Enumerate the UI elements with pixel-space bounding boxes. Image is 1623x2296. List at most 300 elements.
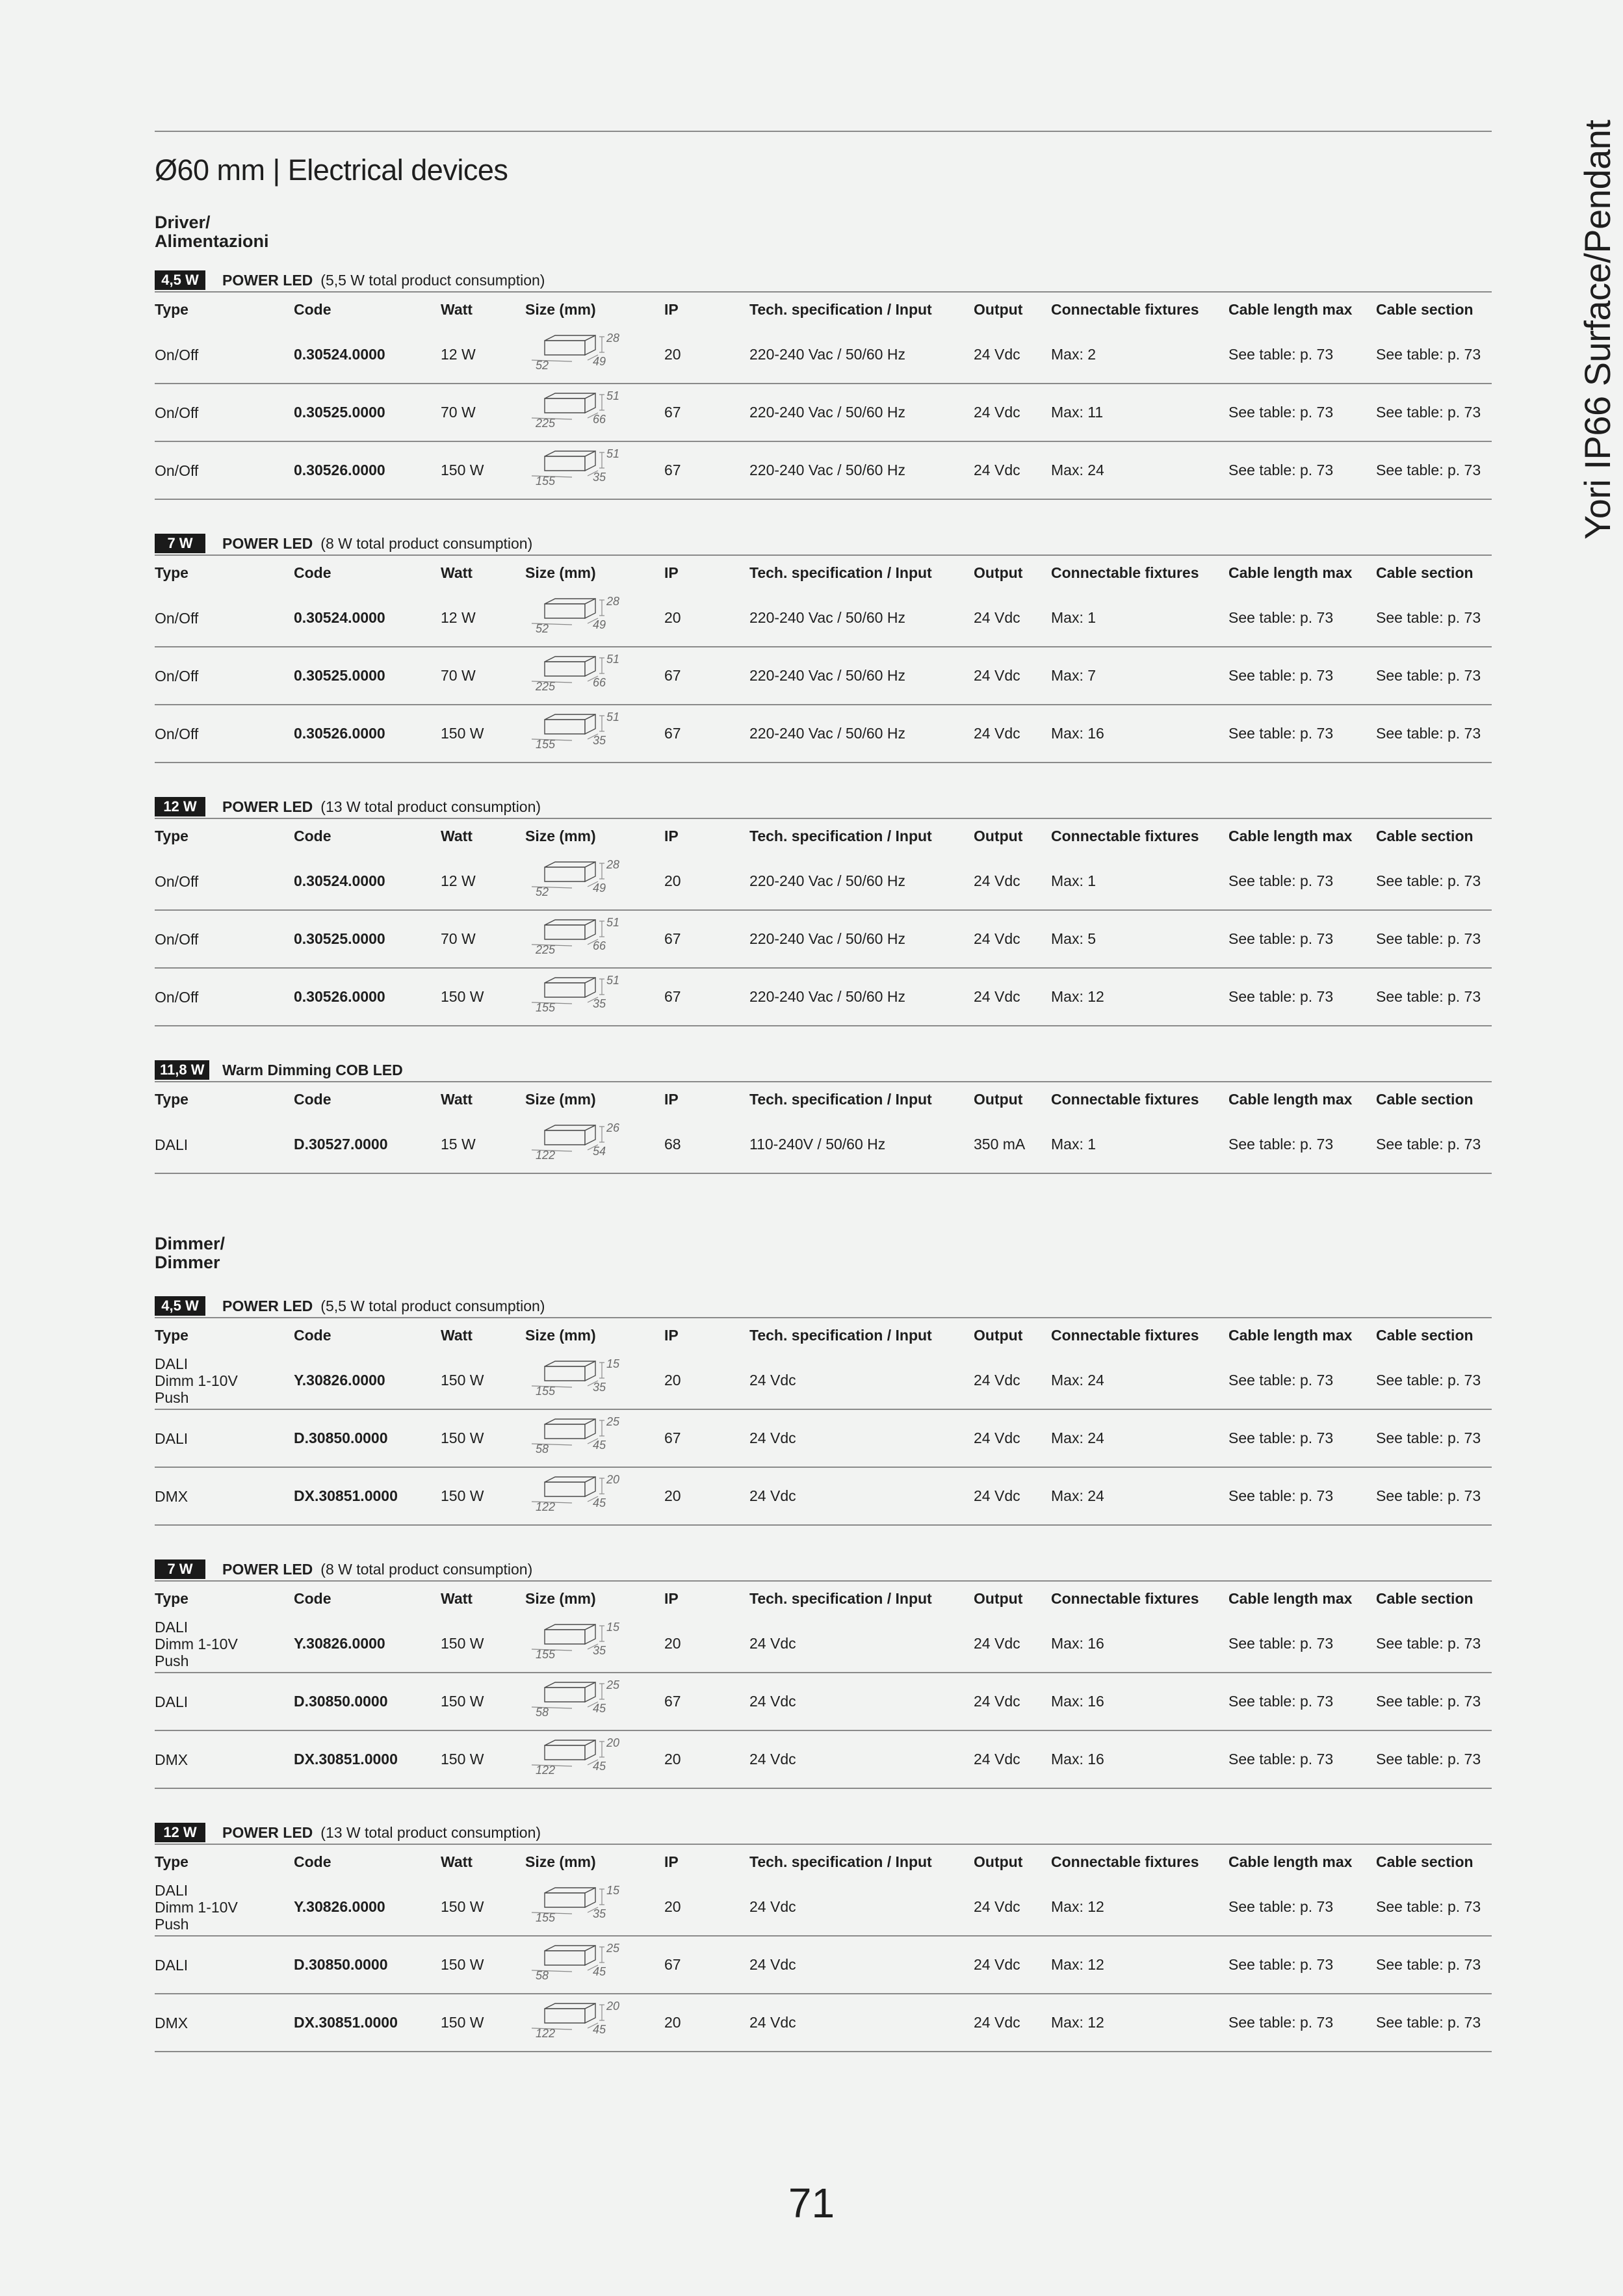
- size-length-label: 122: [536, 1500, 556, 1513]
- product-table: [155, 1821, 1492, 2052]
- size-length-label: 155: [536, 1001, 556, 1014]
- table-row: [155, 442, 1492, 500]
- cell-ip: 67: [664, 725, 681, 742]
- cell-size: [525, 705, 636, 762]
- cell-fixtures: Max: 24: [1051, 1429, 1104, 1446]
- size-height-label: 51: [606, 389, 620, 402]
- cell-size: [525, 853, 636, 909]
- column-header-type: Type: [155, 301, 188, 318]
- column-header-cable-section: Cable section: [1376, 301, 1474, 318]
- cell-code: 0.30526.0000: [294, 725, 385, 742]
- cell-code: DX.30851.0000: [294, 2014, 398, 2031]
- column-header-type: Type: [155, 1091, 188, 1108]
- power-badge: 7 W: [155, 534, 205, 553]
- section-heading-line1: Driver/: [155, 213, 211, 232]
- column-header-row: [155, 293, 1492, 326]
- size-height-label: 51: [606, 447, 620, 460]
- column-header-size: Size (mm): [525, 1091, 596, 1108]
- column-header-code: Code: [294, 1853, 331, 1870]
- cell-code: 0.30525.0000: [294, 930, 385, 947]
- cell-type: [155, 1731, 188, 1788]
- size-height-label: 15: [606, 1884, 620, 1897]
- table-row: [155, 853, 1492, 911]
- cell-type: [155, 911, 198, 967]
- cell-code: Y.30826.0000: [294, 1635, 385, 1652]
- product-type: POWER LED: [222, 272, 313, 289]
- column-header-watt: Watt: [441, 1327, 473, 1344]
- cell-fixtures: Max: 1: [1051, 872, 1097, 889]
- cell-tech: 110-240V / 50/60 Hz: [749, 1136, 886, 1153]
- cell-tech: 220-240 Vac / 50/60 Hz: [749, 725, 905, 742]
- cell-watt: 150 W: [441, 725, 484, 742]
- size-height-label: 15: [606, 1357, 620, 1370]
- cell-ip: 20: [664, 1635, 681, 1652]
- type-line: On/Off: [155, 725, 199, 742]
- cell-tech: 24 Vdc: [749, 1487, 796, 1504]
- cell-output: 24 Vdc: [974, 988, 1020, 1005]
- size-box-diagram: [525, 326, 636, 372]
- size-height-label: 28: [606, 858, 620, 871]
- column-header-output: Output: [974, 1853, 1023, 1870]
- cell-code: 0.30526.0000: [294, 988, 385, 1005]
- size-width-label: 49: [593, 881, 606, 894]
- cell-ip: 67: [664, 930, 681, 947]
- side-title: Yori IP66 Surface/Pendant: [1577, 120, 1618, 540]
- type-line: DALI: [155, 1355, 188, 1372]
- cell-ip: 20: [664, 1751, 681, 1768]
- column-header-type: Type: [155, 828, 188, 844]
- cell-output: 24 Vdc: [974, 1898, 1020, 1915]
- size-box-diagram: [525, 1673, 636, 1719]
- type-line: On/Off: [155, 462, 199, 479]
- top-rule: [155, 131, 1492, 132]
- cell-tech: 24 Vdc: [749, 1429, 796, 1446]
- cell-tech: 220-240 Vac / 50/60 Hz: [749, 404, 905, 421]
- type-line: Dimm 1-10V: [155, 1372, 238, 1389]
- column-header-size: Size (mm): [525, 1327, 596, 1344]
- cell-cable-section: See table: p. 73: [1376, 1693, 1481, 1710]
- table-row: [155, 1352, 1492, 1410]
- size-length-label: 155: [536, 738, 556, 751]
- column-header-cable-section: Cable section: [1376, 1327, 1474, 1344]
- product-name: [222, 796, 541, 818]
- cell-cable-length: See table: p. 73: [1228, 1136, 1334, 1153]
- cell-type: [155, 1673, 188, 1730]
- size-height-label: 26: [606, 1121, 620, 1134]
- cell-fixtures: Max: 24: [1051, 1487, 1104, 1504]
- cell-ip: 20: [664, 1372, 681, 1389]
- cell-watt: 150 W: [441, 1693, 484, 1710]
- size-length-label: 225: [536, 417, 556, 430]
- consumption-note: (8 W total product consumption): [320, 535, 533, 552]
- product-name: [222, 269, 545, 291]
- size-width-label: 35: [593, 1907, 606, 1920]
- cell-code: 0.30525.0000: [294, 667, 385, 684]
- cell-cable-section: See table: p. 73: [1376, 1898, 1481, 1915]
- size-width-label: 66: [593, 676, 606, 689]
- cell-type: [155, 1937, 188, 1993]
- size-box-diagram: [525, 853, 636, 898]
- column-header-fixtures: Connectable fixtures: [1051, 1327, 1199, 1344]
- table-row: [155, 590, 1492, 647]
- cell-ip: 67: [664, 462, 681, 478]
- size-height-label: 20: [606, 1473, 620, 1486]
- power-badge: 12 W: [155, 797, 205, 816]
- cell-output: 350 mA: [974, 1136, 1026, 1153]
- cell-tech: 24 Vdc: [749, 1372, 796, 1389]
- size-height-label: 20: [606, 2000, 620, 2013]
- cell-watt: 150 W: [441, 1635, 484, 1652]
- cell-cable-length: See table: p. 73: [1228, 462, 1334, 478]
- cell-output: 24 Vdc: [974, 872, 1020, 889]
- cell-tech: 24 Vdc: [749, 2014, 796, 2031]
- cell-size: [525, 442, 636, 499]
- cell-size: [525, 1937, 636, 1993]
- size-box-diagram: [525, 1937, 636, 1982]
- consumption-note: (5,5 W total product consumption): [320, 1298, 545, 1314]
- cell-tech: 220-240 Vac / 50/60 Hz: [749, 346, 905, 363]
- cell-code: 0.30524.0000: [294, 346, 385, 363]
- cell-fixtures: Max: 5: [1051, 930, 1097, 947]
- cell-fixtures: Max: 24: [1051, 462, 1104, 478]
- cell-cable-length: See table: p. 73: [1228, 2014, 1334, 2031]
- product-type: POWER LED: [222, 535, 313, 552]
- size-height-label: 51: [606, 653, 620, 666]
- cell-size: [525, 1410, 636, 1467]
- cell-fixtures: Max: 12: [1051, 988, 1104, 1005]
- cell-tech: 220-240 Vac / 50/60 Hz: [749, 462, 905, 478]
- cell-type: [155, 1615, 238, 1672]
- consumption-note: (13 W total product consumption): [320, 798, 541, 815]
- cell-ip: 67: [664, 1429, 681, 1446]
- cell-code: 0.30526.0000: [294, 462, 385, 478]
- column-header-code: Code: [294, 1327, 331, 1344]
- section-heading-driver: [155, 213, 269, 251]
- size-length-label: 52: [536, 622, 549, 635]
- column-header-type: Type: [155, 564, 188, 581]
- type-line: DALI: [155, 1693, 188, 1710]
- product-name: [222, 532, 532, 554]
- cell-watt: 70 W: [441, 667, 476, 684]
- cell-cable-length: See table: p. 73: [1228, 988, 1334, 1005]
- cell-output: 24 Vdc: [974, 725, 1020, 742]
- column-header-fixtures: Connectable fixtures: [1051, 1590, 1199, 1607]
- cell-ip: 67: [664, 667, 681, 684]
- column-header-row: [155, 556, 1492, 590]
- cell-type: [155, 1879, 238, 1935]
- power-badge: 12 W: [155, 1823, 205, 1842]
- cell-tech: 220-240 Vac / 50/60 Hz: [749, 872, 905, 889]
- column-header-cable-section: Cable section: [1376, 564, 1474, 581]
- table-row: [155, 1615, 1492, 1673]
- cell-fixtures: Max: 2: [1051, 346, 1097, 363]
- size-box-diagram: [525, 1994, 636, 2040]
- size-box-diagram: [525, 647, 636, 693]
- cell-ip: 67: [664, 1693, 681, 1710]
- cell-type: [155, 1994, 188, 2051]
- product-header: [155, 1295, 1492, 1317]
- cell-cable-length: See table: p. 73: [1228, 667, 1334, 684]
- power-badge: 4,5 W: [155, 270, 205, 290]
- size-height-label: 51: [606, 916, 620, 929]
- product-table: [155, 796, 1492, 1026]
- product-table: [155, 1558, 1492, 1789]
- cell-output: 24 Vdc: [974, 346, 1020, 363]
- product-table: [155, 1059, 1492, 1174]
- size-box-diagram: [525, 1615, 636, 1661]
- column-header-size: Size (mm): [525, 1853, 596, 1870]
- table-row: [155, 326, 1492, 384]
- column-header-output: Output: [974, 1590, 1023, 1607]
- size-box-diagram: [525, 969, 636, 1014]
- cell-ip: 67: [664, 988, 681, 1005]
- consumption-note: (5,5 W total product consumption): [320, 272, 545, 289]
- size-height-label: 25: [606, 1678, 620, 1691]
- size-length-label: 58: [536, 1706, 549, 1719]
- cell-cable-section: See table: p. 73: [1376, 1429, 1481, 1446]
- cell-output: 24 Vdc: [974, 1429, 1020, 1446]
- cell-tech: 24 Vdc: [749, 1956, 796, 1973]
- section-heading-dimmer: [155, 1234, 225, 1272]
- size-width-label: 45: [593, 1760, 606, 1773]
- column-header-tech: Tech. specification / Input: [749, 1590, 932, 1607]
- cell-ip: 20: [664, 2014, 681, 2031]
- size-box-diagram: [525, 1410, 636, 1455]
- size-length-label: 122: [536, 1764, 556, 1777]
- cell-watt: 12 W: [441, 346, 476, 363]
- product-type: POWER LED: [222, 798, 313, 815]
- cell-size: [525, 1468, 636, 1524]
- cell-fixtures: Max: 24: [1051, 1372, 1104, 1389]
- column-header-code: Code: [294, 1590, 331, 1607]
- cell-cable-length: See table: p. 73: [1228, 725, 1334, 742]
- cell-cable-length: See table: p. 73: [1228, 609, 1334, 626]
- size-width-label: 45: [593, 1702, 606, 1715]
- column-header-watt: Watt: [441, 1091, 473, 1108]
- cell-size: [525, 1673, 636, 1730]
- size-length-label: 225: [536, 943, 556, 956]
- cell-output: 24 Vdc: [974, 1956, 1020, 1973]
- size-width-label: 66: [593, 413, 606, 426]
- cell-cable-section: See table: p. 73: [1376, 1372, 1481, 1389]
- column-header-cable-length: Cable length max: [1228, 1091, 1353, 1108]
- size-length-label: 225: [536, 680, 556, 693]
- size-box-diagram: [525, 705, 636, 751]
- size-width-label: 35: [593, 997, 606, 1010]
- cell-ip: 68: [664, 1136, 681, 1153]
- size-length-label: 58: [536, 1442, 549, 1455]
- column-header-row: [155, 1582, 1492, 1615]
- size-width-label: 45: [593, 1496, 606, 1509]
- cell-size: [525, 1352, 636, 1409]
- column-header-watt: Watt: [441, 564, 473, 581]
- cell-code: D.30850.0000: [294, 1956, 388, 1973]
- size-height-label: 25: [606, 1415, 620, 1428]
- type-line: On/Off: [155, 872, 199, 890]
- cell-output: 24 Vdc: [974, 1751, 1020, 1768]
- product-type: Warm Dimming COB LED: [222, 1062, 403, 1078]
- column-header-size: Size (mm): [525, 828, 596, 844]
- type-line: Push: [155, 1389, 189, 1406]
- cell-type: [155, 1468, 188, 1524]
- column-header-size: Size (mm): [525, 1590, 596, 1607]
- cell-output: 24 Vdc: [974, 609, 1020, 626]
- table-row: [155, 1994, 1492, 2052]
- cell-size: [525, 326, 636, 383]
- type-line: DMX: [155, 1751, 188, 1768]
- cell-code: 0.30524.0000: [294, 609, 385, 626]
- size-height-label: 51: [606, 711, 620, 724]
- cell-fixtures: Max: 11: [1051, 404, 1104, 421]
- cell-watt: 150 W: [441, 1429, 484, 1446]
- column-header-cable-length: Cable length max: [1228, 564, 1353, 581]
- product-name: [222, 1821, 541, 1844]
- product-header: [155, 1059, 1492, 1081]
- size-box-diagram: [525, 1468, 636, 1513]
- column-header-output: Output: [974, 564, 1023, 581]
- cell-cable-section: See table: p. 73: [1376, 725, 1481, 742]
- cell-ip: 20: [664, 346, 681, 363]
- column-header-ip: IP: [664, 1853, 679, 1870]
- cell-type: [155, 969, 198, 1025]
- table-row: [155, 384, 1492, 442]
- cell-tech: 220-240 Vac / 50/60 Hz: [749, 930, 905, 947]
- cell-size: [525, 1615, 636, 1672]
- cell-cable-length: See table: p. 73: [1228, 1898, 1334, 1915]
- column-header-code: Code: [294, 1091, 331, 1108]
- column-header-cable-section: Cable section: [1376, 1590, 1474, 1607]
- cell-cable-section: See table: p. 73: [1376, 1751, 1481, 1768]
- column-header-type: Type: [155, 1327, 188, 1344]
- column-header-row: [155, 1082, 1492, 1116]
- column-header-cable-section: Cable section: [1376, 1853, 1474, 1870]
- cell-cable-section: See table: p. 73: [1376, 1487, 1481, 1504]
- cell-code: 0.30525.0000: [294, 404, 385, 421]
- product-header: [155, 1558, 1492, 1580]
- product-table: [155, 269, 1492, 500]
- size-width-label: 45: [593, 2023, 606, 2036]
- size-length-label: 155: [536, 1648, 556, 1661]
- column-header-cable-length: Cable length max: [1228, 828, 1353, 844]
- cell-code: 0.30524.0000: [294, 872, 385, 889]
- size-width-label: 45: [593, 1439, 606, 1452]
- table-row: [155, 1116, 1492, 1174]
- size-width-label: 49: [593, 618, 606, 631]
- column-header-code: Code: [294, 301, 331, 318]
- cell-output: 24 Vdc: [974, 667, 1020, 684]
- column-header-output: Output: [974, 301, 1023, 318]
- cell-cable-length: See table: p. 73: [1228, 1487, 1334, 1504]
- type-line: On/Off: [155, 404, 199, 421]
- size-box-diagram: [525, 911, 636, 956]
- size-box-diagram: [525, 384, 636, 430]
- cell-output: 24 Vdc: [974, 1372, 1020, 1389]
- size-width-label: 54: [593, 1145, 606, 1158]
- cell-code: D.30527.0000: [294, 1136, 388, 1153]
- cell-output: 24 Vdc: [974, 2014, 1020, 2031]
- type-line: On/Off: [155, 988, 199, 1006]
- cell-cable-length: See table: p. 73: [1228, 346, 1334, 363]
- column-header-ip: IP: [664, 1590, 679, 1607]
- cell-cable-length: See table: p. 73: [1228, 1956, 1334, 1973]
- size-length-label: 52: [536, 885, 549, 898]
- size-width-label: 35: [593, 734, 606, 747]
- size-height-label: 28: [606, 332, 620, 345]
- column-header-tech: Tech. specification / Input: [749, 1853, 932, 1870]
- column-header-size: Size (mm): [525, 564, 596, 581]
- cell-ip: 20: [664, 1487, 681, 1504]
- cell-watt: 150 W: [441, 2014, 484, 2031]
- cell-cable-section: See table: p. 73: [1376, 667, 1481, 684]
- size-length-label: 155: [536, 475, 556, 488]
- product-type: POWER LED: [222, 1824, 313, 1841]
- cell-cable-length: See table: p. 73: [1228, 1751, 1334, 1768]
- cell-code: Y.30826.0000: [294, 1898, 385, 1915]
- column-header-cable-length: Cable length max: [1228, 1590, 1353, 1607]
- cell-ip: 67: [664, 404, 681, 421]
- type-line: DMX: [155, 1487, 188, 1505]
- cell-size: [525, 1116, 636, 1173]
- cell-watt: 150 W: [441, 1898, 484, 1915]
- size-length-label: 58: [536, 1969, 549, 1982]
- size-length-label: 52: [536, 359, 549, 372]
- column-header-type: Type: [155, 1590, 188, 1607]
- size-length-label: 155: [536, 1385, 556, 1398]
- cell-tech: 220-240 Vac / 50/60 Hz: [749, 609, 905, 626]
- cell-output: 24 Vdc: [974, 930, 1020, 947]
- cell-watt: 70 W: [441, 930, 476, 947]
- table-row: [155, 1879, 1492, 1937]
- cell-type: [155, 705, 198, 762]
- column-header-fixtures: Connectable fixtures: [1051, 1853, 1199, 1870]
- cell-size: [525, 384, 636, 441]
- cell-watt: 70 W: [441, 404, 476, 421]
- power-badge: 11,8 W: [155, 1060, 209, 1080]
- product-header: [155, 1821, 1492, 1844]
- cell-type: [155, 853, 198, 909]
- size-height-label: 51: [606, 974, 620, 987]
- cell-tech: 24 Vdc: [749, 1751, 796, 1768]
- type-line: DMX: [155, 2014, 188, 2031]
- column-header-row: [155, 819, 1492, 853]
- size-length-label: 122: [536, 1149, 556, 1162]
- table-row: [155, 969, 1492, 1026]
- cell-fixtures: Max: 12: [1051, 1898, 1104, 1915]
- column-header-fixtures: Connectable fixtures: [1051, 301, 1199, 318]
- table-row: [155, 911, 1492, 969]
- cell-size: [525, 911, 636, 967]
- product-table: [155, 532, 1492, 763]
- section-heading-line2: Alimentazioni: [155, 231, 269, 251]
- size-box-diagram: [525, 1731, 636, 1777]
- cell-tech: 220-240 Vac / 50/60 Hz: [749, 988, 905, 1005]
- cell-ip: 67: [664, 1956, 681, 1973]
- column-header-ip: IP: [664, 301, 679, 318]
- size-width-label: 35: [593, 1644, 606, 1657]
- type-line: Push: [155, 1652, 189, 1669]
- cell-size: [525, 1994, 636, 2051]
- size-width-label: 45: [593, 1965, 606, 1978]
- cell-fixtures: Max: 12: [1051, 2014, 1104, 2031]
- cell-cable-section: See table: p. 73: [1376, 1956, 1481, 1973]
- column-header-fixtures: Connectable fixtures: [1051, 828, 1199, 844]
- column-header-tech: Tech. specification / Input: [749, 1091, 932, 1108]
- cell-code: Y.30826.0000: [294, 1372, 385, 1389]
- size-width-label: 66: [593, 939, 606, 952]
- column-header-cable-length: Cable length max: [1228, 1327, 1353, 1344]
- cell-type: [155, 590, 198, 646]
- cell-tech: 24 Vdc: [749, 1898, 796, 1915]
